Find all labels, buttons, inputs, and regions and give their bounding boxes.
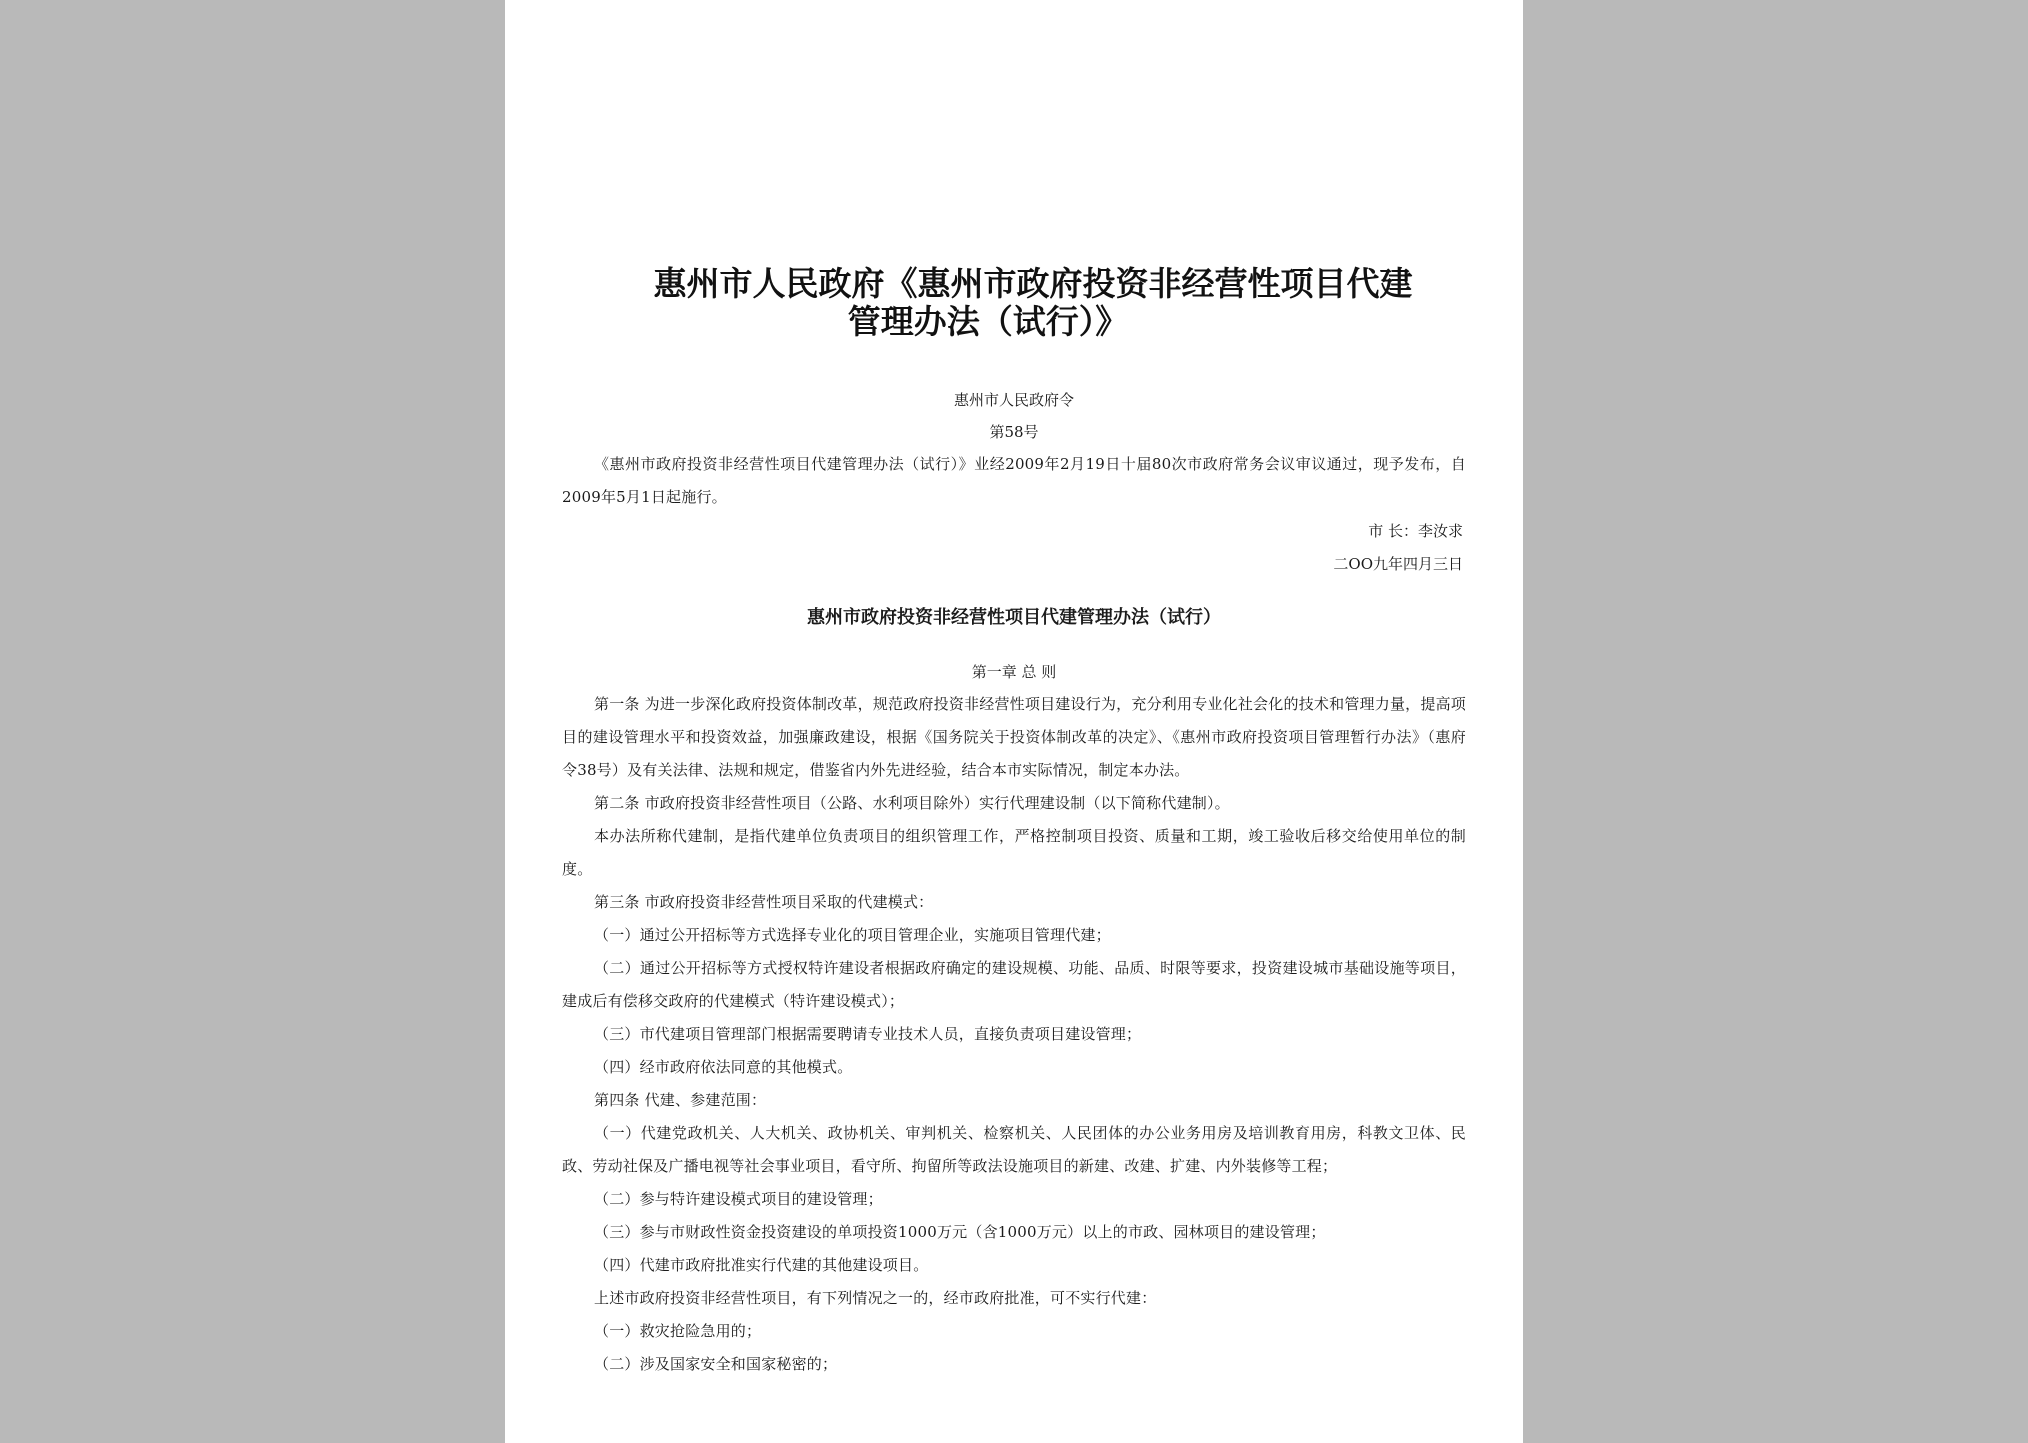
document-title-line-2: 管理办法（试行）》 — [847, 302, 1129, 341]
exemption-paragraph: 上述市政府投资非经营性项目，有下列情况之一的，经市政府批准，可不实行代建： — [594, 1289, 1157, 1307]
article-4-item-4: （四）代建市政府批准实行代建的其他建设项目。 — [594, 1256, 929, 1274]
order-number: 第58号 — [989, 423, 1039, 441]
exemption-item-1: （一）救灾抢险急用的； — [594, 1322, 762, 1340]
article-3-item-3: （三）市代建项目管理部门根据需要聘请专业技术人员，直接负责项目建设管理； — [594, 1025, 1142, 1043]
article-3-item-2: （二）通过公开招标等方式授权特许建设者根据政府确定的建设规模、功能、品质、时限等要求，投资建设城市基础设施等项目，建成后有偿移交政府的代建模式（特许建设模式）； — [562, 959, 1466, 1010]
signatory: 市 长：李汝求 — [1368, 522, 1463, 540]
article-3-item-1: （一）通过公开招标等方式选择专业化的项目管理企业，实施项目管理代建； — [594, 926, 1111, 944]
article-4-paragraph: 第四条 代建、参建范围： — [594, 1091, 767, 1109]
article-4-item-1: （一）代建党政机关、人大机关、政协机关、审判机关、检察机关、人民团体的办公业务用房及培训教育用房，科教文卫体、民政、劳动社保及广播电视等社会事业项目，看守所、拘留所等政法设施项目的新建、改建、扩建、内外装修等工程； — [562, 1124, 1466, 1175]
article-1-paragraph: 第一条 为进一步深化政府投资体制改革，规范政府投资非经营性项目建设行为，充分利用专业化社会化的技术和管理力量，提高项目的建设管理水平和投资效益，加强廉政建设，根据《国务院关于投资体制改革的决定》、《惠州市政府投资项目管理暂行办法》（惠府令38号）及有关法律、法规和规定，借鉴省内外先进经验，结合本市实际情况，制定本办法。 — [562, 695, 1466, 779]
article-3-item-4: （四）经市政府依法同意的其他模式。 — [594, 1058, 853, 1076]
announcement-paragraph: 《惠州市政府投资非经营性项目代建管理办法（试行）》业经2009年2月19日十届80次市政府常务会议审议通过，现予发布，自2009年5月1日起施行。 — [562, 455, 1466, 506]
regulation-subtitle: 惠州市政府投资非经营性项目代建管理办法（试行） — [807, 607, 1221, 628]
signing-date: 二OO九年四月三日 — [1333, 555, 1463, 573]
exemption-item-2: （二）涉及国家安全和国家秘密的； — [594, 1355, 838, 1373]
definition-paragraph: 本办法所称代建制，是指代建单位负责项目的组织管理工作，严格控制项目投资、质量和工期，竣工验收后移交给使用单位的制度。 — [562, 827, 1466, 878]
article-4-item-3: （三）参与市财政性资金投资建设的单项投资1000万元（含1000万元）以上的市政、园林项目的建设管理； — [594, 1223, 1326, 1241]
article-3-paragraph: 第三条 市政府投资非经营性项目采取的代建模式： — [594, 893, 934, 911]
document-title-line-1: 惠州市人民政府《惠州市政府投资非经营性项目代建 — [653, 264, 1413, 303]
chapter-heading: 第一章 总 则 — [971, 663, 1057, 681]
document-page — [505, 0, 1523, 1443]
article-4-item-2: （二）参与特许建设模式项目的建设管理； — [594, 1190, 883, 1208]
article-2-paragraph: 第二条 市政府投资非经营性项目（公路、水利项目除外）实行代理建设制（以下简称代建制）。 — [594, 794, 1230, 812]
issuer-line: 惠州市人民政府令 — [953, 391, 1074, 409]
